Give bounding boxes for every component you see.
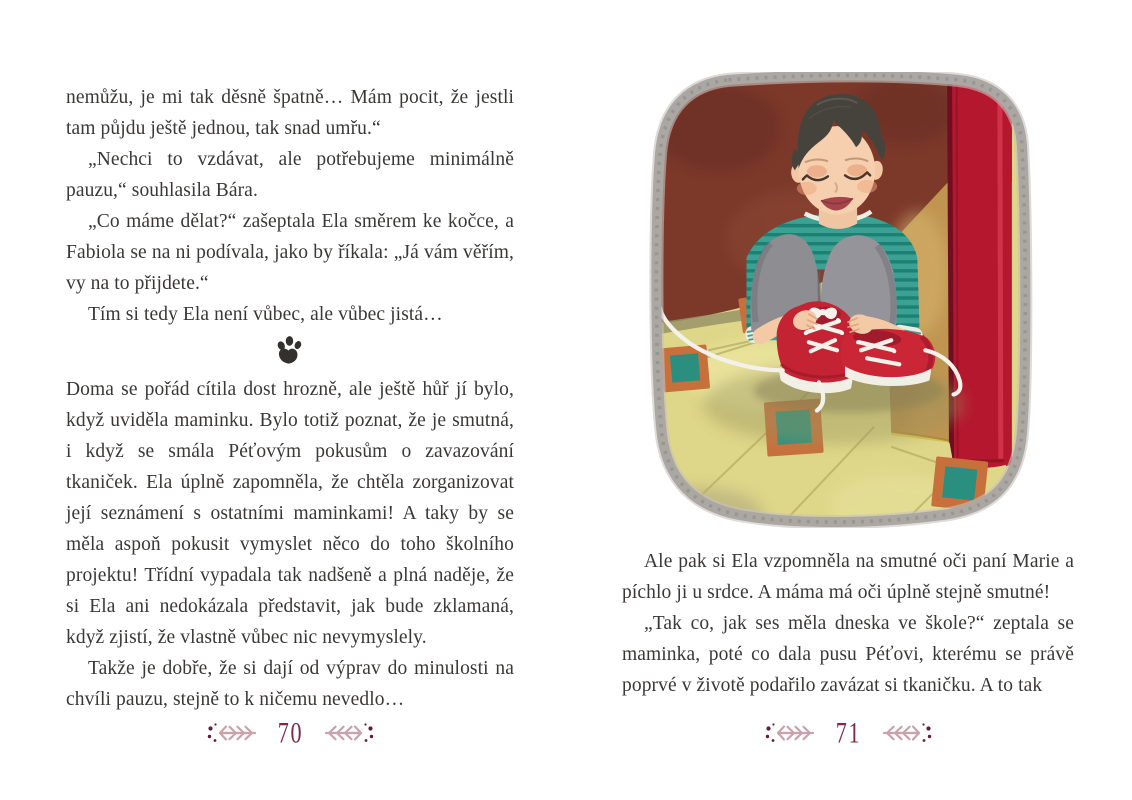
section-divider: [66, 335, 514, 367]
right-page-text: [622, 546, 1074, 701]
flourish-right-icon: [879, 720, 933, 746]
flourish-left-icon: [206, 720, 260, 746]
left-page-text: [66, 82, 514, 715]
paragraph: Tím si tedy Ela není vůbec, ale vůbec jistá…: [88, 304, 443, 325]
paw-print-icon: [274, 335, 306, 367]
flourish-right-icon: [321, 720, 375, 746]
illustration-canvas: [648, 72, 1036, 528]
paragraph: „Nechci to vzdávat, ale potřebujeme minimálně pauzu,“ souhlasila Bára.: [66, 149, 514, 201]
flourish-left-icon: [764, 720, 818, 746]
shoe-tying-illustration: [648, 72, 1036, 528]
right-page-footer: [622, 712, 1074, 754]
paragraph: Takže je dobře, že si dají od výprav do minulosti na chvíli pauzu, stejně to k ničemu nevedlo…: [66, 658, 514, 710]
paragraph: „Tak co, jak ses měla dneska ve škole?“ zeptala se maminka, poté co dala pusu Péťovi, kterému se právě poprvé v životě podařilo zavázat si tkaničku. A to tak: [622, 613, 1074, 696]
paragraph: Doma se pořád cítila dost hrozně, ale ještě hůř jí bylo, když uviděla maminku. Bylo totiž poznat, že je smutná, i když se smála Péťovým pokusům o zavazování tkaniček. Ela úplně zapomněla, že chtěla zorganizovat její seznámení s ostatními maminkami! A taky by se měla aspoň pokusit vymyslet něco do toho školního projektu! Třídní vypadala tak nadšeně a plná naděje, že si Ela ani nedokázala představit, jak bude zklamaná, když zjistí, že vlastně vůbec nic nevymyslely.: [66, 379, 514, 648]
page-number: 71: [835, 716, 861, 749]
page-number: 70: [277, 716, 303, 749]
paragraph: „Co máme dělat?“ zašeptala Ela směrem ke kočce, a Fabiola se na ni podívala, jako by říkala: „Já vám věřím, vy na to přijdete.“: [66, 211, 514, 294]
left-page-footer: [66, 712, 514, 754]
paragraph: Ale pak si Ela vzpomněla na smutné oči paní Marie a píchlo ji u srdce. A máma má oči úplně stejně smutné!: [622, 551, 1074, 603]
paragraph: nemůžu, je mi tak děsně špatně… Mám pocit, že jestli tam půjdu ještě jednou, tak snad umřu.“: [66, 87, 514, 139]
